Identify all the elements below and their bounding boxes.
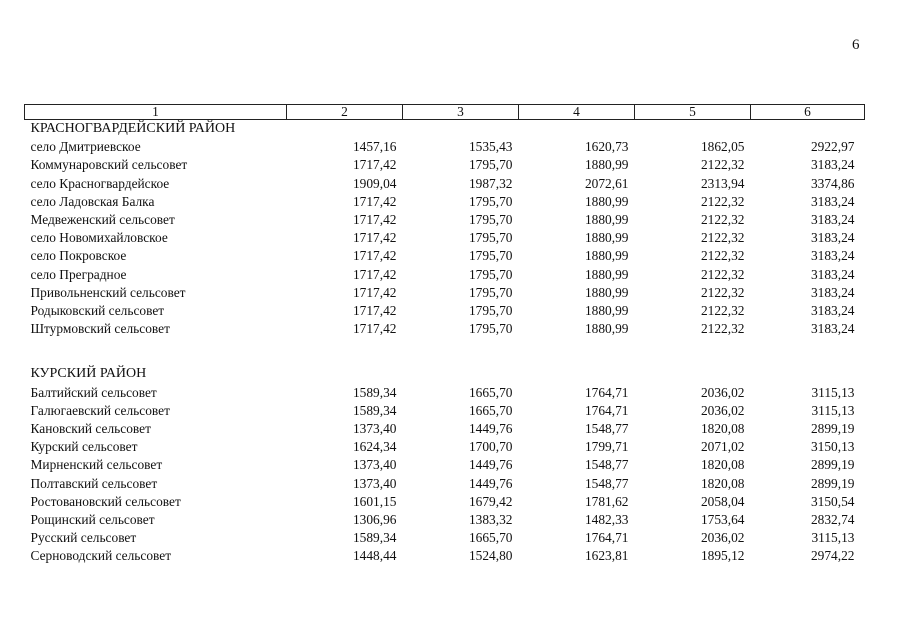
section-spacer (25, 338, 865, 365)
table-row (25, 384, 865, 402)
row-value: 1717,42 (352, 284, 397, 300)
column-header: 5 (635, 105, 751, 120)
column-header: 2 (287, 105, 403, 120)
row-value: 1753,64 (700, 512, 745, 528)
row-value: 1535,43 (468, 139, 513, 155)
row-value: 2122,32 (700, 230, 745, 246)
row-value: 1795,70 (468, 321, 513, 337)
column-header: 4 (519, 105, 635, 120)
row-value: 3374,86 (810, 175, 855, 191)
row-name: Курский сельсовет (30, 439, 138, 455)
row-value: 3183,24 (810, 321, 855, 337)
row-value: 2122,32 (700, 266, 745, 282)
row-name: Полтавский сельсовет (30, 475, 158, 491)
row-value: 3183,24 (810, 284, 855, 300)
row-value: 1880,99 (584, 157, 629, 173)
row-value: 2036,02 (700, 530, 745, 546)
row-value: 1548,77 (584, 421, 629, 437)
section-heading-row (25, 365, 865, 383)
row-name: Штурмовский сельсовет (30, 321, 170, 337)
table-row (25, 456, 865, 474)
row-name: Кановский сельсовет (30, 421, 151, 437)
row-value: 1448,44 (352, 548, 397, 564)
row-value: 1799,71 (584, 439, 629, 455)
table-row (25, 175, 865, 193)
row-name: Мирненский сельсовет (30, 457, 163, 473)
table-row (25, 402, 865, 420)
table-body (25, 120, 865, 566)
table-row (25, 266, 865, 284)
row-value: 2899,19 (810, 457, 855, 473)
row-value: 3150,54 (810, 493, 855, 509)
row-value: 3183,24 (810, 266, 855, 282)
table-header (25, 105, 865, 120)
row-name: Русский сельсовет (30, 530, 137, 546)
row-value: 1764,71 (584, 384, 629, 400)
section-title: КУРСКИЙ РАЙОН (30, 366, 147, 382)
row-value: 1717,42 (352, 303, 397, 319)
row-value: 3115,13 (811, 530, 855, 546)
row-value: 1717,42 (352, 157, 397, 173)
row-name: Рощинский сельсовет (30, 512, 155, 528)
table-row (25, 438, 865, 456)
header-row (25, 105, 865, 120)
row-value: 3183,24 (810, 193, 855, 209)
row-value: 2122,32 (700, 248, 745, 264)
row-value: 1820,08 (700, 421, 745, 437)
row-value: 1880,99 (584, 230, 629, 246)
table-row (25, 420, 865, 438)
table-row (25, 247, 865, 265)
row-value: 1665,70 (468, 402, 513, 418)
row-value: 2072,61 (584, 175, 629, 191)
row-value: 3183,24 (810, 230, 855, 246)
row-value: 1764,71 (584, 402, 629, 418)
table-row (25, 211, 865, 229)
row-value: 1449,76 (468, 421, 513, 437)
row-value: 1717,42 (352, 248, 397, 264)
table-row (25, 138, 865, 156)
spacer-cell (25, 338, 865, 365)
row-value: 2122,32 (700, 212, 745, 228)
row-value: 1601,15 (352, 493, 397, 509)
table-row (25, 493, 865, 511)
column-header: 6 (751, 105, 865, 120)
row-value: 1795,70 (468, 230, 513, 246)
row-value: 1665,70 (468, 530, 513, 546)
row-value: 2122,32 (700, 157, 745, 173)
row-name: Коммунаровский сельсовет (30, 157, 188, 173)
row-value: 3183,24 (810, 212, 855, 228)
row-value: 1909,04 (352, 175, 397, 191)
row-value: 1880,99 (584, 284, 629, 300)
row-value: 1795,70 (468, 303, 513, 319)
row-value: 1880,99 (584, 321, 629, 337)
row-value: 3115,13 (811, 384, 855, 400)
row-value: 1880,99 (584, 193, 629, 209)
row-value: 1524,80 (468, 548, 513, 564)
table-row (25, 193, 865, 211)
row-value: 1717,42 (352, 321, 397, 337)
table-row (25, 320, 865, 338)
row-value: 1795,70 (468, 157, 513, 173)
row-value: 1306,96 (352, 512, 397, 528)
row-name: село Дмитриевское (30, 139, 141, 155)
row-name: село Ладовская Балка (30, 193, 155, 209)
row-name: Привольненский сельсовет (30, 284, 186, 300)
row-value: 2036,02 (700, 384, 745, 400)
row-value: 1373,40 (352, 475, 397, 491)
row-value: 1449,76 (468, 457, 513, 473)
row-value: 1880,99 (584, 212, 629, 228)
row-value: 3115,13 (811, 402, 855, 418)
section-title: КРАСНОГВАРДЕЙСКИЙ РАЙОН (30, 121, 236, 136)
row-value: 1589,34 (352, 530, 397, 546)
row-value: 1449,76 (468, 475, 513, 491)
table-row (25, 156, 865, 174)
row-name: Галюгаевский сельсовет (30, 402, 170, 418)
tariff-table (24, 104, 865, 566)
table-row (25, 229, 865, 247)
row-value: 2036,02 (700, 402, 745, 418)
row-value: 1373,40 (352, 457, 397, 473)
table-row (25, 302, 865, 320)
row-value: 1548,77 (584, 457, 629, 473)
row-value: 1795,70 (468, 212, 513, 228)
table-row (25, 511, 865, 529)
row-value: 1482,33 (584, 512, 629, 528)
row-value: 2122,32 (700, 284, 745, 300)
row-value: 2899,19 (810, 421, 855, 437)
row-value: 2122,32 (700, 303, 745, 319)
row-value: 1620,73 (584, 139, 629, 155)
row-value: 1781,62 (584, 493, 629, 509)
row-value: 1383,32 (468, 512, 513, 528)
row-value: 1795,70 (468, 248, 513, 264)
row-value: 2899,19 (810, 475, 855, 491)
section-heading-row (25, 120, 865, 139)
row-value: 1795,70 (468, 266, 513, 282)
row-value: 2122,32 (700, 321, 745, 337)
row-name: Серноводский сельсовет (30, 548, 172, 564)
row-value: 1548,77 (584, 475, 629, 491)
row-name: село Покровское (30, 248, 127, 264)
row-value: 1764,71 (584, 530, 629, 546)
column-header: 1 (25, 105, 287, 120)
column-header: 3 (403, 105, 519, 120)
row-value: 3150,13 (810, 439, 855, 455)
row-name: село Новомихайловское (30, 230, 168, 246)
row-value: 1679,42 (468, 493, 513, 509)
row-value: 2974,22 (810, 548, 855, 564)
row-value: 1700,70 (468, 439, 513, 455)
row-value: 3183,24 (810, 157, 855, 173)
row-value: 3183,24 (810, 303, 855, 319)
row-value: 2122,32 (700, 193, 745, 209)
row-value: 1717,42 (352, 230, 397, 246)
row-value: 2058,04 (700, 493, 745, 509)
row-value: 1373,40 (352, 421, 397, 437)
row-value: 1880,99 (584, 266, 629, 282)
row-value: 1987,32 (468, 175, 513, 191)
row-name: Медвеженский сельсовет (30, 212, 175, 228)
row-value: 1862,05 (700, 139, 745, 155)
row-value: 2071,02 (700, 439, 745, 455)
row-value: 1717,42 (352, 193, 397, 209)
row-value: 1623,81 (584, 548, 629, 564)
row-value: 1589,34 (352, 384, 397, 400)
row-value: 1717,42 (352, 212, 397, 228)
row-value: 2922,97 (810, 139, 855, 155)
row-value: 1880,99 (584, 303, 629, 319)
page-number: 6 (852, 37, 860, 53)
row-name: село Красногвардейское (30, 175, 170, 191)
row-value: 2832,74 (810, 512, 855, 528)
row-value: 1589,34 (352, 402, 397, 418)
row-value: 1457,16 (352, 139, 397, 155)
row-value: 3183,24 (810, 248, 855, 264)
row-name: Балтийский сельсовет (30, 384, 157, 400)
row-name: село Преградное (30, 266, 127, 282)
row-value: 1895,12 (700, 548, 745, 564)
table-row (25, 284, 865, 302)
row-value: 1665,70 (468, 384, 513, 400)
table-row (25, 475, 865, 493)
table-row (25, 529, 865, 547)
row-value: 1820,08 (700, 457, 745, 473)
row-name: Ростовановский сельсовет (30, 493, 181, 509)
row-value: 1717,42 (352, 266, 397, 282)
row-value: 1880,99 (584, 248, 629, 264)
row-value: 1795,70 (468, 193, 513, 209)
row-value: 1820,08 (700, 475, 745, 491)
row-value: 1795,70 (468, 284, 513, 300)
row-value: 2313,94 (700, 175, 745, 191)
table-row (25, 547, 865, 565)
row-value: 1624,34 (352, 439, 397, 455)
row-name: Родыковский сельсовет (30, 303, 165, 319)
